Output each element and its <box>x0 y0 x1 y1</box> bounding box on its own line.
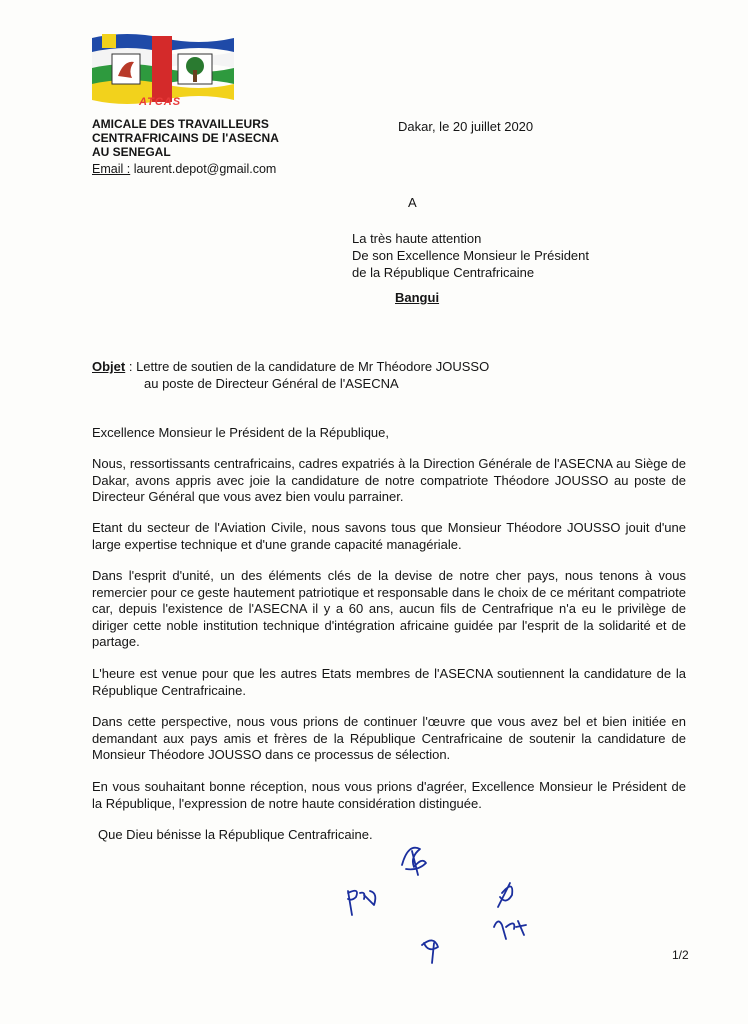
body-paragraph: Etant du secteur de l'Aviation Civile, nous savons tous que Monsieur Théodore JOUSSO jouit d'une large expertise technique et d'une grande capacité managériale. <box>92 520 686 552</box>
recipient-line: De son Excellence Monsieur le Président <box>352 248 590 263</box>
closing-line: Que Dieu bénisse la République Centrafricaine. <box>98 827 373 842</box>
body-paragraph: Dans cette perspective, nous vous prions de continuer l'œuvre que vous avez bel et bien initiée en demandant aux pays amis et frères de la République Centrafricaine de soutenir la candidature de Monsieur Théodore JOUSSO dans ce processus de sélection. <box>92 714 686 762</box>
body-paragraph: Dans l'esprit d'unité, un des éléments clés de la devise de notre cher pays, nous tenons à vous remercier pour ce geste hautement patriotique et responsable dans le choix de ce méritant compatriote car, depuis l'existence de l'ASECNA il y a 60 ans, aucun fils de Centrafrique n'a eu le privilège de diriger cette noble institution technique d'intégration africaine guidée par l'esprit de la solidarité et de partage. <box>92 568 686 649</box>
recipient-address <box>352 230 589 281</box>
body-paragraph: Nous, ressortissants centrafricains, cadres expatriés à la Direction Générale de l'ASECNA au Siège de Dakar, avons appris avec joie la candidature de notre compatriote Théodore JOUSSO au poste de Directeur Général que vous avez bien voulu parrainer. <box>92 456 686 504</box>
signature-4 <box>422 940 438 963</box>
subject-line <box>92 358 612 392</box>
recipient-a: A <box>408 195 417 210</box>
organization-name <box>92 117 279 159</box>
org-line: AMICALE DES TRAVAILLEURS <box>92 117 269 131</box>
recipient-line: de la République Centrafricaine <box>352 265 535 280</box>
letter-date: Dakar, le 20 juillet 2020 <box>398 119 534 134</box>
subject-text-continued: au poste de Directeur Général de l'ASECNA <box>144 376 399 391</box>
org-line: CENTRAFRICAINS DE l'ASECNA <box>92 131 279 145</box>
logo-text: ATCAS <box>139 96 182 108</box>
body-paragraph: L'heure est venue pour que les autres Etats membres de l'ASECNA soutiennent la candidature de la République Centrafricaine. <box>92 666 686 698</box>
recipient-city: Bangui <box>395 290 440 305</box>
email-label: Email : <box>92 162 131 176</box>
signature-2 <box>348 891 375 915</box>
org-line: AU SENEGAL <box>92 145 171 159</box>
subject-text: : Lettre de soutien de la candidature de Mr Théodore JOUSSO <box>125 359 490 374</box>
recipient-line: La très haute attention <box>352 231 482 246</box>
body-paragraph: En vous souhaitant bonne réception, nous vous prions d'agréer, Excellence Monsieur le Président de la République, l'expression de notre haute considération distinguée. <box>92 779 686 811</box>
signatures-area <box>330 835 590 975</box>
salutation: Excellence Monsieur le Président de la République, <box>92 425 390 440</box>
email-line <box>92 162 276 176</box>
signature-3 <box>494 883 526 939</box>
page-number: 1/2 <box>672 948 689 962</box>
signature-1 <box>402 848 426 875</box>
email-address: laurent.depot@gmail.com <box>133 162 277 176</box>
subject-label: Objet <box>92 359 126 374</box>
